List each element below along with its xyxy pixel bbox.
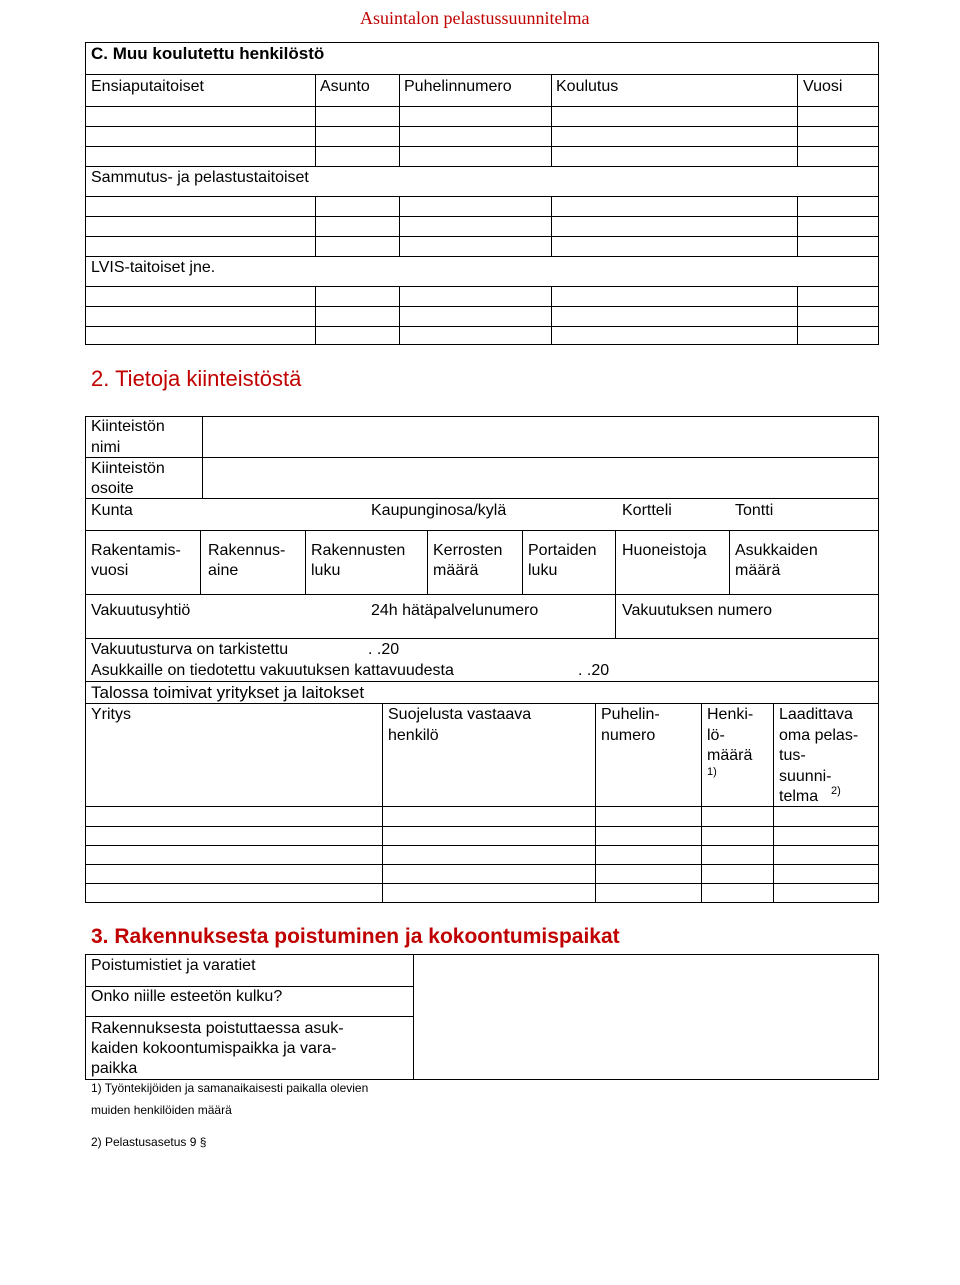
label-poistumistiet: Poistumistiet ja varatiet: [91, 957, 256, 974]
col-line: [551, 74, 552, 166]
footnote-1-a: 1) Työntekijöiden ja samanaikaisesti paikalla olevien: [91, 1081, 369, 1095]
label-henki-3: määrä: [707, 747, 753, 764]
label-kiinteiston-osoite-2: osoite: [91, 480, 134, 497]
tiedotettu-date: . .20: [578, 662, 610, 679]
label-henki-2: lö-: [707, 727, 725, 744]
label-kaupunginosa: Kaupunginosa/kylä: [371, 502, 507, 519]
divider: [85, 638, 879, 639]
col-line: [399, 286, 400, 345]
col-line: [551, 286, 552, 345]
footnote-ref-1: 1): [707, 766, 717, 778]
section-3-title: 3. Rakennuksesta poistuminen ja kokoontumispaikat: [91, 925, 620, 948]
label-rakennusaine-1: Rakennus-: [208, 542, 286, 559]
divider: [85, 236, 879, 237]
label-kerrosten-1: Kerrosten: [433, 542, 503, 559]
label-kiinteiston-nimi-1: Kiinteistön: [91, 418, 165, 435]
divider: [85, 286, 879, 287]
divider: [85, 594, 879, 595]
document-header: Asuintalon pelastussuunnitelma: [360, 8, 590, 28]
label-vakuutusyhtio: Vakuutusyhtiö: [91, 602, 191, 619]
footnote-2: 2) Pelastusasetus 9 §: [91, 1135, 207, 1149]
col-line: [305, 530, 306, 594]
label-rakentamisvuosi-2: vuosi: [91, 562, 129, 579]
label-huoneistoja: Huoneistoja: [622, 542, 707, 559]
group-lvis: LVIS-taitoiset jne.: [91, 259, 216, 276]
col-line: [399, 196, 400, 256]
divider: [85, 883, 879, 884]
divider: [85, 326, 879, 327]
label-suojelusta-2: henkilö: [388, 727, 439, 744]
col-asunto: Asunto: [320, 78, 370, 95]
col-puhelinnumero: Puhelinnumero: [404, 78, 512, 95]
col-vuosi: Vuosi: [803, 78, 843, 95]
label-vakuutuksen-numero: Vakuutuksen numero: [622, 602, 773, 619]
col-line: [202, 416, 203, 499]
label-laadittava-1: Laadittava: [779, 706, 853, 723]
label-kortteli: Kortteli: [622, 502, 672, 519]
col-line: [701, 703, 702, 903]
divider: [85, 864, 879, 865]
divider: [85, 806, 879, 807]
divider: [85, 256, 879, 257]
col-line: [773, 703, 774, 903]
divider: [85, 498, 879, 499]
label-hatapalvelunumero: 24h hätäpalvelunumero: [371, 602, 539, 619]
divider: [85, 166, 879, 167]
divider: [85, 196, 879, 197]
col-line: [399, 74, 400, 166]
divider: [85, 306, 879, 307]
tarkistettu-date: . .20: [368, 641, 400, 658]
label-laadittava-4: suunni-: [779, 768, 832, 785]
label-portaiden-1: Portaiden: [528, 542, 597, 559]
col-line: [200, 530, 201, 594]
divider: [85, 845, 879, 846]
col-line: [382, 703, 383, 903]
label-tiedotettu: Asukkaille on tiedotettu vakuutuksen kattavuudesta: [91, 662, 454, 679]
label-asukkaiden-2: määrä: [735, 562, 781, 579]
label-asukkaiden-1: Asukkaiden: [735, 542, 818, 559]
label-kokoontumis-2: kaiden kokoontumispaikka ja vara-: [91, 1040, 337, 1057]
col-line: [729, 530, 730, 594]
label-tarkistettu: Vakuutusturva on tarkistettu: [91, 641, 289, 658]
col-line: [797, 74, 798, 166]
col-line: [315, 196, 316, 256]
footnote-ref-2: 2): [831, 785, 841, 797]
divider: [85, 826, 879, 827]
label-kiinteiston-osoite-1: Kiinteistön: [91, 460, 165, 477]
col-line: [315, 286, 316, 345]
label-henki-1: Henki-: [707, 706, 754, 723]
col-line: [615, 594, 616, 639]
label-kokoontumis-3: paikka: [91, 1060, 138, 1077]
label-kunta: Kunta: [91, 502, 133, 519]
section-c-title: C. Muu koulutettu henkilöstö: [91, 44, 325, 63]
col-line: [595, 703, 596, 903]
col-line: [427, 530, 428, 594]
col-line: [315, 74, 316, 166]
label-yritykset: Talossa toimivat yritykset ja laitokset: [91, 683, 365, 702]
label-kerrosten-2: määrä: [433, 562, 479, 579]
divider: [85, 681, 879, 682]
divider: [85, 703, 879, 704]
label-tontti: Tontti: [735, 502, 774, 519]
divider: [85, 106, 879, 107]
label-rakentamisvuosi-1: Rakentamis-: [91, 542, 181, 559]
label-rakennusten-1: Rakennusten: [311, 542, 406, 559]
col-line: [797, 286, 798, 345]
col-line: [551, 196, 552, 256]
label-portaiden-2: luku: [528, 562, 558, 579]
label-kiinteiston-nimi-2: nimi: [91, 439, 121, 456]
section-2-title: 2. Tietoja kiinteistöstä: [91, 366, 302, 391]
divider: [85, 146, 879, 147]
label-laadittava-3: tus-: [779, 747, 806, 764]
label-suojelusta-1: Suojelusta vastaava: [388, 706, 532, 723]
label-puhelin-1: Puhelin-: [601, 706, 660, 723]
divider: [85, 530, 879, 531]
divider: [85, 216, 879, 217]
label-puhelin-2: numero: [601, 727, 656, 744]
col-line: [522, 530, 523, 594]
col-koulutus: Koulutus: [556, 78, 619, 95]
label-laadittava-5: telma: [779, 788, 819, 805]
label-yritys: Yritys: [91, 706, 131, 723]
col-line: [615, 530, 616, 594]
footnote-1-b: muiden henkilöiden määrä: [91, 1103, 232, 1117]
col-ensiaputaitoiset: Ensiaputaitoiset: [91, 78, 204, 95]
label-kokoontumis-1: Rakennuksesta poistuttaessa asuk-: [91, 1020, 344, 1037]
divider: [85, 74, 879, 75]
col-line: [413, 954, 414, 1080]
label-rakennusaine-2: aine: [208, 562, 239, 579]
divider: [85, 1016, 413, 1017]
divider: [85, 126, 879, 127]
label-laadittava-2: oma pelas-: [779, 727, 859, 744]
divider: [85, 457, 879, 458]
col-line: [797, 196, 798, 256]
label-rakennusten-2: luku: [311, 562, 341, 579]
group-sammutus: Sammutus- ja pelastustaitoiset: [91, 169, 309, 186]
label-esteeton: Onko niille esteetön kulku?: [91, 988, 283, 1005]
